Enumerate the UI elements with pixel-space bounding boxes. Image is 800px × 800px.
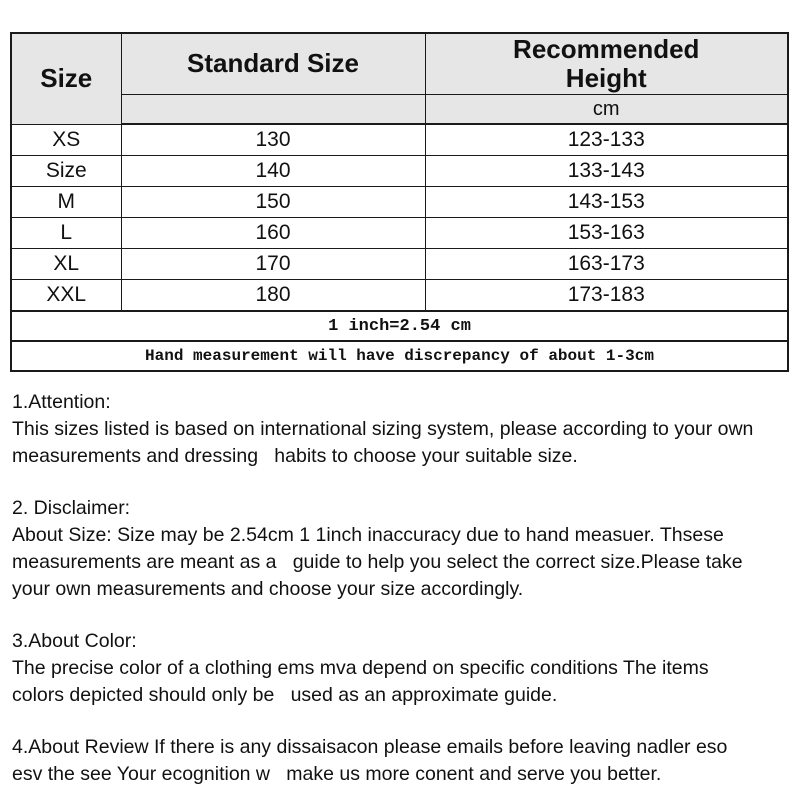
table-row-m xyxy=(11,187,788,218)
cell-size: L xyxy=(11,218,121,249)
notes-section xyxy=(10,372,787,788)
cell-size: Size xyxy=(11,156,121,187)
table-row-l xyxy=(11,218,788,249)
size-chart-table xyxy=(10,32,789,372)
table-note-hand-row xyxy=(11,341,788,371)
cell-standard: 180 xyxy=(121,280,425,312)
cell-height: 153-163 xyxy=(425,218,788,249)
note-inch-conversion: 1 inch=2.54 cm xyxy=(11,311,788,341)
subheader-standard-empty xyxy=(121,95,425,125)
cell-size: XL xyxy=(11,249,121,280)
cell-size: XS xyxy=(11,124,121,156)
cell-standard: 130 xyxy=(121,124,425,156)
table-row-s xyxy=(11,156,788,187)
table-row-xl xyxy=(11,249,788,280)
about-review-paragraph xyxy=(12,734,787,788)
disclaimer-line: measurements are meant as a guide to help you select the correct size.Please take xyxy=(12,551,743,573)
cell-size: XXL xyxy=(11,280,121,312)
cell-standard: 160 xyxy=(121,218,425,249)
cell-height: 163-173 xyxy=(425,249,788,280)
table-row-xs xyxy=(11,124,788,156)
attention-heading: 1.Attention: xyxy=(12,391,111,413)
subheader-unit-cm: cm xyxy=(425,95,788,125)
cell-height: 123-133 xyxy=(425,124,788,156)
disclaimer-line: your own measurements and choose your size accordingly. xyxy=(12,578,524,600)
header-recommended-height xyxy=(425,33,788,95)
cell-height: 143-153 xyxy=(425,187,788,218)
header-recommended-height-label: Recommended Height xyxy=(513,33,700,93)
about-color-heading: 3.About Color: xyxy=(12,630,137,652)
about-color-line: The precise color of a clothing ems mva depend on specific conditions The items xyxy=(12,657,709,679)
header-standard-size: Standard Size xyxy=(121,33,425,95)
cell-standard: 150 xyxy=(121,187,425,218)
about-review-line: 4.About Review If there is any dissaisacon please emails before leaving nadler eso xyxy=(12,736,728,758)
header-size: Size xyxy=(11,33,121,124)
cell-height: 173-183 xyxy=(425,280,788,312)
cell-height: 133-143 xyxy=(425,156,788,187)
note-hand-measurement: Hand measurement will have discrepancy of about 1-3cm xyxy=(11,341,788,371)
table-header-row xyxy=(11,33,788,95)
attention-line: measurements and dressing habits to choose your suitable size. xyxy=(12,445,578,467)
table-subheader-row xyxy=(11,95,788,125)
table-row-xxl xyxy=(11,280,788,312)
disclaimer-heading: 2. Disclaimer: xyxy=(12,497,131,519)
attention-line: This sizes listed is based on international sizing system, please according to your own xyxy=(12,418,754,440)
table-note-inch-row xyxy=(11,311,788,341)
disclaimer-line: About Size: Size may be 2.54cm 1 1inch inaccuracy due to hand measuer. Thsese xyxy=(12,524,724,546)
cell-standard: 170 xyxy=(121,249,425,280)
attention-paragraph xyxy=(12,389,787,470)
about-color-paragraph xyxy=(12,628,787,709)
about-review-line: esv the see Your ecognition w make us more conent and serve you better. xyxy=(12,763,662,785)
about-color-line: colors depicted should only be used as an approximate guide. xyxy=(12,684,558,706)
disclaimer-paragraph xyxy=(12,495,787,603)
cell-size: M xyxy=(11,187,121,218)
cell-standard: 140 xyxy=(121,156,425,187)
